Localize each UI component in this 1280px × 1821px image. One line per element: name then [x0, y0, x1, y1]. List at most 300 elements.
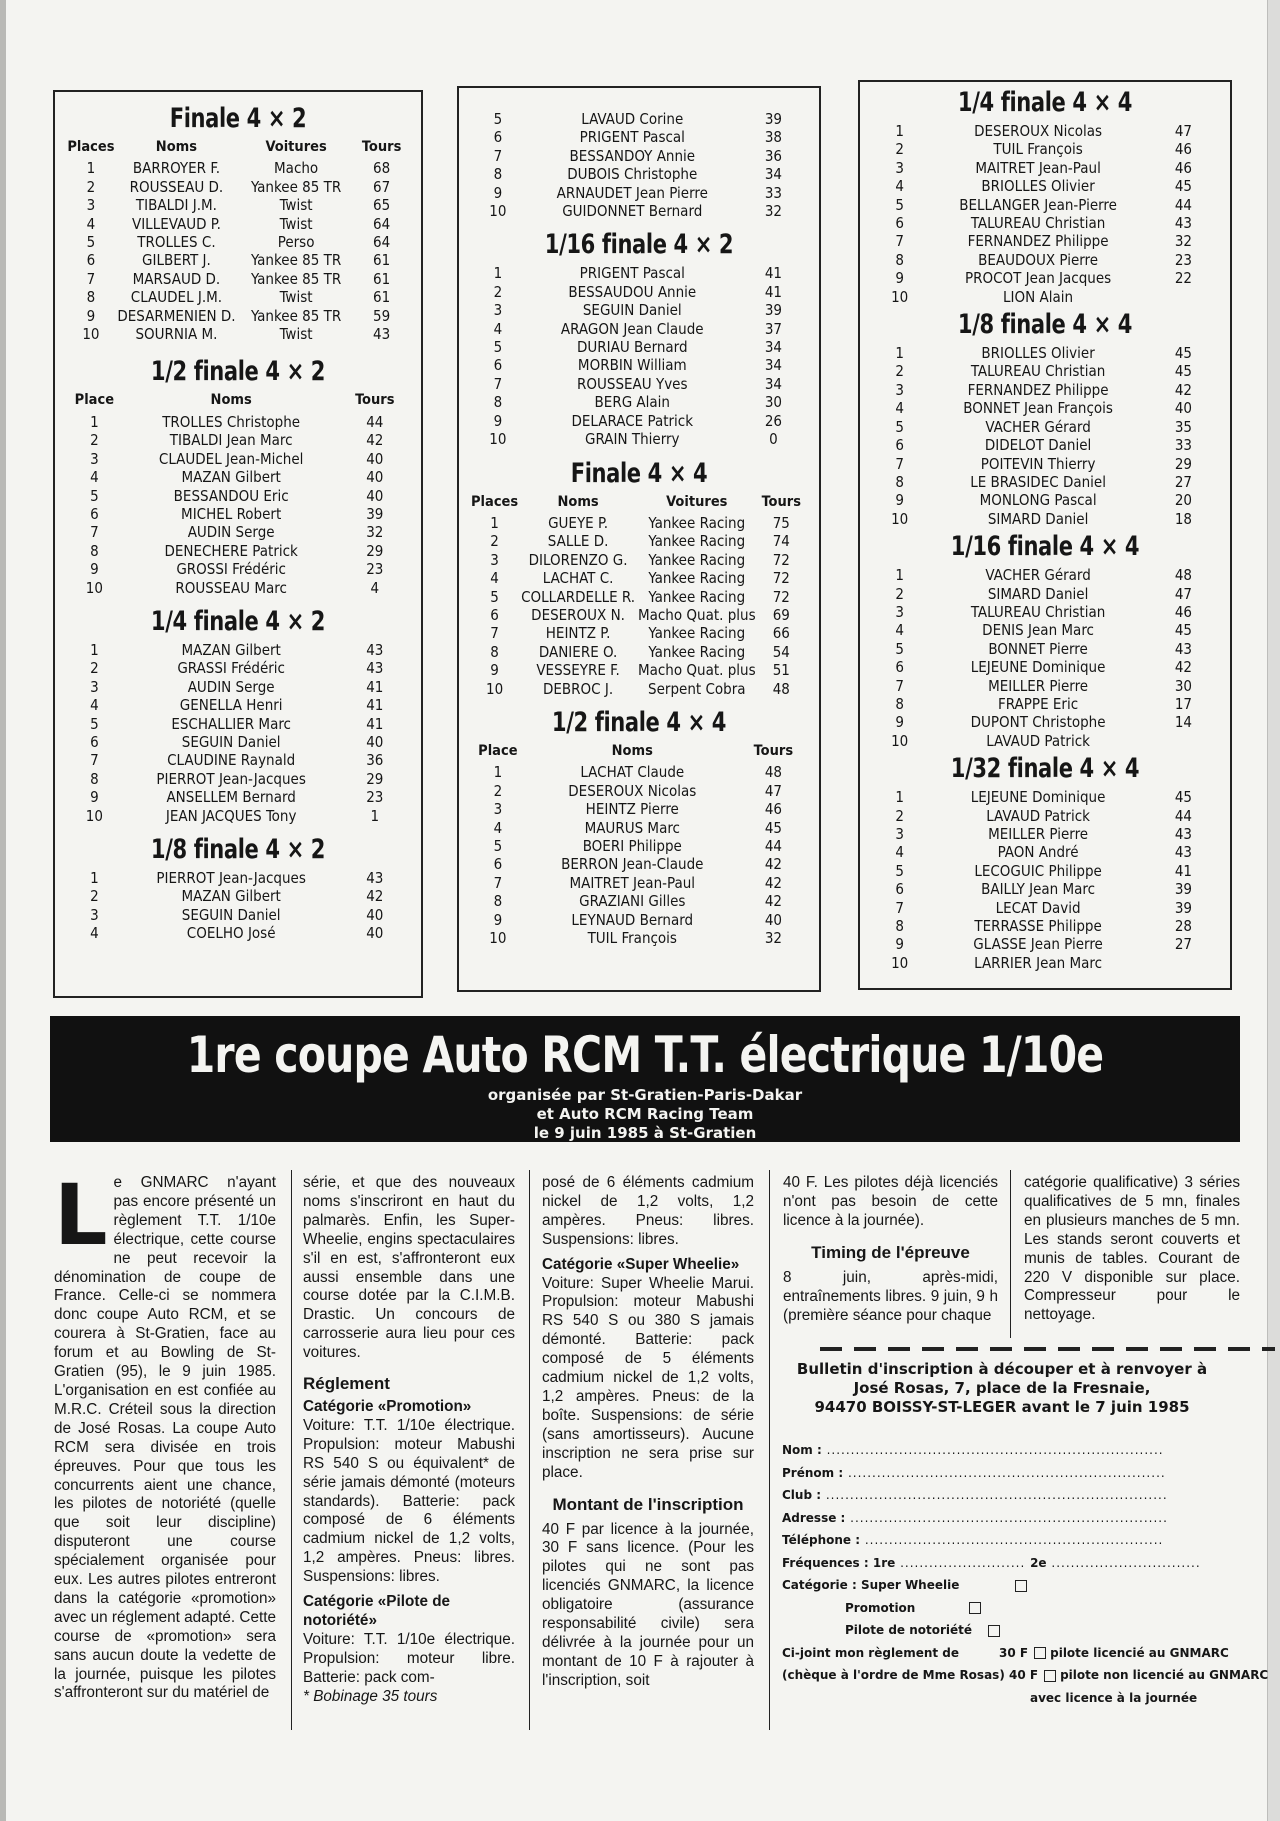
table-cell: BONNET Jean François — [963, 399, 1113, 418]
table-cell: 46 — [1174, 140, 1192, 159]
table-cell: BELLANGER Jean-Pierre — [959, 195, 1117, 214]
checkbox-promotion[interactable] — [969, 1602, 981, 1614]
table-cell: DESARMENIEN D. — [117, 306, 236, 325]
table-cell: 9 — [493, 183, 503, 202]
column-header: Noms — [210, 392, 252, 409]
table-cell: LEJEUNE Dominique — [970, 658, 1106, 677]
table-cell: 30 — [1174, 676, 1192, 695]
table-cell: AUDIN Serge — [187, 677, 275, 696]
form-heading-1: Bulletin d'inscription à découper et à renvoyer à — [796, 1360, 1208, 1378]
checkbox-licencie[interactable] — [1034, 1647, 1046, 1659]
table-row — [67, 325, 409, 343]
table-row — [67, 270, 409, 288]
table-row — [872, 713, 1218, 731]
table-row — [471, 393, 807, 411]
table-cell: Yankee Racing — [648, 624, 746, 643]
table-cell: 65 — [373, 196, 391, 215]
table-cell: Twist — [279, 288, 313, 307]
table-row — [872, 899, 1218, 917]
table-header-row — [67, 391, 409, 412]
table-cell: 45 — [764, 818, 782, 837]
table-cell: TROLLES Christophe — [162, 412, 301, 431]
table-cell: 10 — [489, 430, 507, 449]
table-cell: 1 — [493, 264, 503, 283]
table-cell: TALUREAU Christian — [970, 602, 1106, 621]
table-cell: Twist — [279, 325, 313, 344]
table-row — [67, 560, 409, 578]
table-cell: 42 — [1174, 380, 1192, 399]
table-row — [471, 855, 807, 873]
table-header-row — [471, 742, 807, 763]
table-cell: 44 — [764, 837, 782, 855]
form-field-club[interactable]: Club : ....................................................................... — [782, 1488, 1168, 1502]
table-row — [872, 122, 1218, 140]
table-cell: Yankee Racing — [648, 642, 746, 661]
table-row — [67, 887, 409, 905]
table-cell: 14 — [1174, 713, 1192, 732]
table-cell: 7 — [86, 269, 96, 288]
table-row — [872, 788, 1218, 806]
table-row — [67, 788, 409, 806]
table-cell: 5 — [895, 639, 904, 658]
table-cell: Yankee 85 TR — [250, 269, 342, 288]
table-cell: 1 — [895, 344, 904, 363]
table-cell: LECAT David — [995, 898, 1081, 917]
table-cell: 40 — [366, 905, 384, 924]
table-cell: 29 — [366, 541, 384, 560]
table-cell: GROSSI Frédéric — [176, 560, 286, 579]
table-row — [872, 677, 1218, 695]
table-cell: 3 — [895, 825, 904, 843]
table-cell — [1149, 732, 1218, 750]
table-cell: 3 — [490, 550, 499, 569]
table-cell: PIERROT Jean-Jacques — [156, 769, 306, 788]
table-cell: COLLARDELLE R. — [521, 587, 636, 606]
table-cell: LAVAUD Corine — [581, 110, 684, 128]
table-cell: TIBALDI J.M. — [135, 196, 217, 215]
table-cell: 2 — [493, 781, 503, 800]
table-row — [872, 418, 1218, 436]
form-field-adresse[interactable]: Adresse : .................................................................. — [782, 1510, 1168, 1525]
table-row — [471, 184, 807, 202]
table-cell: 9 — [490, 661, 499, 680]
table-cell: POITEVIN Thierry — [980, 454, 1096, 473]
article-col2-heading: Réglement — [303, 1374, 390, 1394]
table-cell: SOURNIA M. — [135, 325, 218, 344]
table-cell: 43 — [373, 325, 391, 344]
table-row — [471, 551, 807, 569]
form-field-prenom[interactable]: Prénom : .................................................................. — [782, 1465, 1166, 1480]
table-cell: 36 — [366, 751, 384, 770]
table-cell: 61 — [373, 269, 391, 288]
table-row — [471, 165, 807, 183]
table-cell: 10 — [486, 679, 504, 698]
table-cell: 2 — [895, 362, 904, 381]
table-cell: 40 — [366, 924, 384, 943]
table-cell: 40 — [366, 468, 384, 487]
table-cell: 7 — [493, 374, 503, 393]
table-cell: 48 — [1174, 566, 1192, 585]
table-row — [471, 837, 807, 855]
table-row — [67, 641, 409, 659]
table-cell: 9 — [895, 269, 904, 288]
table-row — [872, 344, 1218, 362]
table-cell: 39 — [764, 301, 782, 320]
table-cell: BESSAUDOU Annie — [568, 282, 697, 301]
table-cell: 10 — [891, 509, 909, 528]
table-cell: 1 — [493, 763, 503, 782]
section-title-trentedeux-4x4: 1/32 finale 4 × 4 — [950, 753, 1140, 785]
form-field-frequences[interactable]: Fréquences : 1re .......................... 2e ............................... — [782, 1555, 1201, 1570]
table-cell: 72 — [772, 587, 790, 606]
form-field-nom[interactable]: Nom : ...................................................................... — [782, 1443, 1164, 1457]
table-row — [471, 128, 807, 146]
checkbox-non-licencie[interactable] — [1044, 1670, 1056, 1682]
table-row — [872, 214, 1218, 232]
table-row — [471, 643, 807, 661]
column-header: Tours — [753, 742, 794, 759]
table-cell: Yankee Racing — [648, 513, 746, 532]
table-cell: 5 — [895, 195, 904, 214]
table-cell: 5 — [493, 837, 503, 855]
article-column-2 — [303, 1174, 515, 1706]
table-cell: 8 — [493, 892, 503, 911]
table-cell: Yankee Racing — [648, 569, 746, 588]
table-huitieme-4x4 — [872, 344, 1218, 528]
article-col2-sub2: Catégorie «Pilote de notoriété» — [303, 1593, 451, 1629]
table-cell: GILBERT J. — [142, 251, 211, 270]
table-cell: BESSANDOY Annie — [569, 146, 696, 165]
table-cell: 45 — [1174, 362, 1192, 381]
table-cell: 43 — [366, 869, 384, 887]
table-row — [872, 288, 1218, 306]
checkbox-super-wheelie[interactable] — [1015, 1580, 1027, 1592]
table-row — [67, 579, 409, 597]
table-cell: 9 — [90, 560, 99, 579]
table-cell: LION Alain — [1003, 287, 1074, 306]
table-cell: 39 — [764, 110, 782, 128]
table-cell: DENECHERE Patrick — [164, 541, 298, 560]
table-row — [471, 569, 807, 587]
table-cell: 66 — [772, 624, 790, 643]
form-option-licencie: pilote licencié au GNMARC — [1050, 1645, 1229, 1660]
table-cell: 10 — [891, 287, 909, 306]
table-row — [67, 288, 409, 306]
table-cell: 9 — [895, 491, 904, 510]
table-cell: 45 — [1174, 621, 1192, 640]
table-cell: 5 — [86, 233, 96, 252]
table-cell — [1149, 288, 1218, 306]
article-col4-text: 40 F. Les pilotes déjà licenciés n'ont pas besoin de cette licence à la journée). — [783, 1174, 998, 1229]
table-cell: MARSAUD D. — [132, 269, 221, 288]
table-row — [872, 436, 1218, 454]
table-row — [67, 924, 409, 942]
table-row — [471, 661, 807, 679]
results-box-2 — [457, 86, 821, 992]
article-col2-text3: Voiture: T.T. 1/10e électrique. Propulsion: moteur libre. Batterie: pack com- — [303, 1630, 515, 1686]
table-cell: 46 — [1174, 158, 1192, 177]
table-cell: 4 — [895, 399, 904, 418]
table-row — [67, 468, 409, 486]
table-cell: 43 — [1174, 639, 1192, 658]
table-cell: LARRIER Jean Marc — [974, 953, 1103, 972]
section-title-demi-4x4: 1/2 finale 4 × 4 — [551, 706, 727, 738]
table-cell: 0 — [769, 430, 778, 449]
table-cell: 38 — [764, 128, 782, 147]
table-row — [471, 929, 807, 947]
table-cell: 1 — [86, 159, 96, 178]
form-label-cheque: (chèque à l'ordre de Mme Rosas) 40 F — [782, 1668, 1039, 1682]
table-cell: 48 — [764, 763, 782, 782]
table-cell: 34 — [764, 374, 782, 393]
column-header: Tours — [361, 139, 402, 155]
table-cell: BERG Alain — [594, 393, 670, 412]
article-col2-footnote: * Bobinage 35 tours — [303, 1687, 438, 1705]
table-row — [872, 695, 1218, 713]
table-row — [67, 733, 409, 751]
table-cell: ROUSSEAU D. — [129, 177, 224, 196]
table-cell: 8 — [490, 642, 499, 661]
page-right-edge — [1267, 0, 1280, 1821]
table-cell: 67 — [373, 177, 391, 196]
table-cell: 18 — [1174, 509, 1192, 528]
table-row — [872, 251, 1218, 269]
form-option-licence-journee: avec licence à la journée — [1030, 1690, 1198, 1705]
table-cell: 64 — [373, 233, 391, 252]
table-cell: Perso — [277, 233, 315, 252]
table-cell: 1 — [90, 412, 99, 431]
article-column-1 — [54, 1166, 276, 1703]
form-heading-2: José Rosas, 7, place de la Fresnaie, — [853, 1379, 1151, 1397]
table-cell: 2 — [493, 282, 503, 301]
table-cell: VACHER Gérard — [985, 566, 1091, 585]
table-cell: 75 — [772, 513, 790, 532]
table-cell: 7 — [493, 146, 503, 165]
table-row — [872, 566, 1218, 584]
table-cell: 2 — [895, 806, 904, 825]
table-row — [67, 196, 409, 214]
table-row — [67, 906, 409, 924]
article-col5-text: catégorie qualificative) 3 séries qualificatives de 5 mn, finales en plusieurs manches de 5 mn. Les stands seront couverts et munis de tables. Courant de 220 V disponible sur place. Compresseur pour le nettoyage. — [1024, 1174, 1240, 1324]
table-row — [471, 338, 807, 356]
table-cell: 61 — [373, 288, 391, 307]
table-cell: 5 — [895, 417, 904, 436]
table-cell: 43 — [366, 640, 384, 659]
article-col2-text2: Voiture: T.T. 1/10e électrique. Propulsion: moteur Mabushi RS 540 S ou équivalent* de série jamais démonté (moteurs standards). Batterie: pack composé de 6 éléments cadmium nickel de 1,2 volts, 1,2 ampères. Pneus: libres. Suspensions: libres. — [303, 1416, 515, 1586]
checkbox-notoriete[interactable] — [988, 1625, 1000, 1637]
table-cell: 22 — [1174, 269, 1192, 288]
table-cell: TALUREAU Christian — [970, 362, 1106, 381]
table-cell: 42 — [1174, 658, 1192, 677]
column-header: Voitures — [265, 139, 327, 155]
table-cell: 72 — [772, 569, 790, 588]
table-cell: 47 — [1174, 584, 1192, 603]
table-row — [471, 412, 807, 430]
table-huitieme-4x2 — [67, 869, 409, 943]
table-cell: 69 — [772, 605, 790, 624]
table-row — [872, 621, 1218, 639]
table-cell: MAITRET Jean-Paul — [975, 158, 1101, 177]
table-demi-4x2 — [67, 391, 409, 596]
table-cell: 7 — [895, 898, 904, 917]
table-row — [872, 732, 1218, 750]
table-trentedeux-4x4 — [872, 788, 1218, 972]
table-cell: TROLLES C. — [137, 233, 216, 252]
table-row — [471, 819, 807, 837]
table-cell: ROUSSEAU Yves — [577, 374, 688, 393]
table-cell: 3 — [86, 196, 96, 215]
table-cell: 45 — [1174, 177, 1192, 196]
table-cell: CLAUDINE Raynald — [167, 751, 296, 770]
table-cell: GRASSI Frédéric — [177, 659, 285, 678]
table-cell: 27 — [1174, 935, 1192, 954]
table-cell: 43 — [1174, 843, 1192, 862]
table-cell: DURIAU Bernard — [577, 338, 688, 357]
table-cell: 2 — [490, 532, 499, 551]
table-row — [872, 159, 1218, 177]
table-cell: TUIL François — [587, 929, 677, 948]
table-finale-4x4 — [471, 493, 807, 698]
table-row — [872, 381, 1218, 399]
table-cell: 37 — [764, 319, 782, 338]
table-cell: 7 — [90, 523, 99, 542]
section-title-seizieme-4x2: 1/16 finale 4 × 2 — [544, 229, 734, 261]
table-cell: Yankee 85 TR — [250, 251, 342, 270]
table-cell: Yankee 85 TR — [250, 306, 342, 325]
table-cell: 1 — [895, 122, 904, 140]
table-cell: 40 — [366, 449, 384, 468]
table-cell: PIERROT Jean-Jacques — [156, 869, 306, 887]
table-cell: Twist — [279, 196, 313, 215]
table-cell: 42 — [366, 431, 384, 450]
table-cell: 9 — [86, 306, 96, 325]
form-category-super-wheelie — [782, 1574, 1222, 1597]
form-heading-3: 94470 BOISSY-ST-LEGER avant le 7 juin 1985 — [814, 1398, 1190, 1416]
table-cell: BAILLY Jean Marc — [981, 880, 1096, 899]
table-cell: 39 — [1174, 898, 1192, 917]
table-cell: GRAZIANI Gilles — [579, 892, 686, 911]
table-cell: BOERI Philippe — [582, 837, 682, 855]
page-left-edge — [0, 0, 6, 1821]
section-title-huitieme-4x4: 1/8 finale 4 × 4 — [957, 309, 1133, 341]
table-cell: PAON André — [997, 843, 1079, 862]
drop-cap: L — [54, 1166, 108, 1264]
table-cell: MONLONG Pascal — [979, 491, 1097, 510]
table-cell: 8 — [895, 694, 904, 713]
table-cell: PROCOT Jean Jacques — [964, 269, 1112, 288]
article-col3-sub1: Catégorie «Super Wheelie» — [542, 1255, 740, 1273]
column-header: Noms — [557, 493, 599, 510]
table-cell: 59 — [373, 306, 391, 325]
table-cell: 6 — [493, 855, 503, 874]
column-divider — [529, 1170, 530, 1730]
table-quart-4x2 — [67, 641, 409, 825]
table-cell: 5 — [90, 486, 99, 505]
table-row — [471, 514, 807, 532]
table-row — [471, 680, 807, 698]
form-payment-row-2 — [782, 1664, 1269, 1687]
table-cell: 43 — [1174, 825, 1192, 843]
table-cell: 46 — [1174, 602, 1192, 621]
table-cell: 41 — [764, 264, 782, 283]
table-row — [471, 532, 807, 550]
table-cell: VESSEYRE F. — [536, 661, 620, 680]
table-cell: 41 — [366, 677, 384, 696]
table-cell: 46 — [764, 800, 782, 819]
table-cell: 5 — [490, 587, 499, 606]
table-cell: 1 — [370, 806, 380, 825]
table-row — [67, 233, 409, 251]
table-row — [471, 110, 807, 128]
table-cell: 29 — [366, 769, 384, 788]
table-cell: 4 — [895, 177, 904, 196]
table-cell: 6 — [895, 880, 904, 899]
table-row — [67, 159, 409, 177]
table-cell: 40 — [1174, 399, 1192, 418]
table-finale-4x2 — [67, 138, 409, 343]
table-cell: 2 — [895, 140, 904, 159]
table-cell: 6 — [86, 251, 96, 270]
table-cell: 8 — [895, 472, 904, 491]
table-cell: 6 — [895, 658, 904, 677]
table-cell: HEINTZ P. — [545, 624, 611, 643]
table-cell: 10 — [489, 929, 507, 948]
table-cell: 4 — [90, 696, 99, 715]
table-cell: Yankee 85 TR — [250, 177, 342, 196]
table-cell: 23 — [366, 788, 384, 807]
table-cell: 6 — [490, 605, 499, 624]
form-label-notoriete: Pilote de notoriété — [845, 1623, 973, 1637]
table-cell: 26 — [764, 411, 782, 430]
section-title-seizieme-4x4: 1/16 finale 4 × 4 — [950, 531, 1140, 563]
table-cell: DESEROUX Nicolas — [974, 122, 1103, 140]
column-header: Noms — [155, 139, 198, 155]
table-row — [67, 523, 409, 541]
table-cell: 61 — [373, 251, 391, 270]
table-row — [471, 763, 807, 781]
section-title-finale-4x4: Finale 4 × 4 — [570, 457, 708, 489]
table-cell: 39 — [1174, 880, 1192, 899]
table-row — [872, 140, 1218, 158]
table-cell: 17 — [1174, 694, 1192, 713]
table-cell: 3 — [895, 380, 904, 399]
table-cell: ARAGON Jean Claude — [560, 319, 704, 338]
table-row — [872, 807, 1218, 825]
table-cell: 32 — [764, 929, 782, 948]
table-cell: 32 — [366, 523, 384, 542]
table-row — [872, 455, 1218, 473]
table-cell: 1 — [895, 788, 904, 807]
section-title-huitieme-4x2: 1/8 finale 4 × 2 — [150, 834, 326, 865]
table-cell: 68 — [373, 159, 391, 178]
article-column-4 — [783, 1174, 998, 1325]
table-cell: 45 — [1174, 788, 1192, 807]
table-cell: 8 — [895, 250, 904, 269]
table-row — [872, 585, 1218, 603]
table-cell: 9 — [895, 713, 904, 732]
table-cell: GUEYE P. — [548, 513, 609, 532]
table-cell: 4 — [370, 578, 380, 597]
table-seizieme-4x4 — [872, 566, 1218, 750]
table-cell: 6 — [90, 732, 99, 751]
form-field-telephone[interactable]: Téléphone : .............................................................. — [782, 1533, 1164, 1547]
table-row — [67, 487, 409, 505]
table-cell: SIMARD Daniel — [987, 509, 1089, 528]
table-cell: CLAUDEL J.M. — [130, 288, 223, 307]
table-cell: 8 — [86, 288, 96, 307]
table-row — [67, 807, 409, 825]
table-cell: 5 — [493, 338, 503, 357]
